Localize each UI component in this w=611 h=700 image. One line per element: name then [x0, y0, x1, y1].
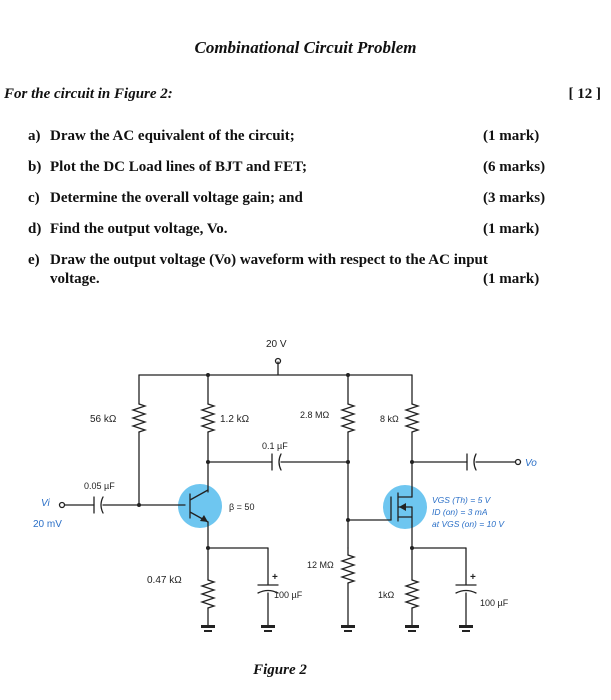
question-text: Draw the output voltage (Vo) waveform with respect to the AC input — [50, 252, 488, 268]
ground-symbol — [459, 625, 473, 628]
ground-symbol — [405, 625, 419, 628]
label-8k: 8 kΩ — [380, 414, 399, 424]
label-56k: 56 kΩ — [90, 414, 117, 425]
label-0-05uf: 0.05 µF — [84, 481, 115, 491]
junction — [346, 460, 350, 464]
wire-emitter — [208, 522, 268, 580]
resistor-0-47k — [202, 580, 214, 608]
question-a-marks: (1 mark) — [483, 128, 540, 144]
junction — [206, 546, 210, 550]
question-text: Draw the AC equivalent of the circuit; — [50, 128, 295, 144]
label-vi-value: 20 mV — [33, 519, 62, 530]
ground-symbol — [408, 630, 416, 632]
label-supply: 20 V — [266, 339, 287, 350]
question-e-continued: voltage. — [50, 271, 100, 287]
resistor-2-8m — [342, 404, 354, 432]
question-text: Plot the DC Load lines of BJT and FET; — [50, 159, 307, 175]
question-text: Find the output voltage, Vo. — [50, 221, 228, 237]
label-beta: β = 50 — [229, 502, 255, 512]
label-0-1uf: 0.1 µF — [262, 441, 288, 451]
label-plus-a: + — [272, 572, 278, 583]
question-label: b) — [28, 159, 42, 175]
problem-title: Combinational Circuit Problem — [194, 38, 417, 57]
label-12m: 12 MΩ — [307, 560, 334, 570]
junction — [346, 518, 350, 522]
junction — [137, 503, 141, 507]
label-0-47k: 0.47 kΩ — [147, 575, 182, 586]
resistor-1k — [406, 580, 418, 608]
label-100uf-a: 100 µF — [274, 590, 303, 600]
label-plus-b: + — [470, 572, 476, 583]
ground-symbol — [344, 630, 352, 632]
question-b-marks: (6 marks) — [483, 159, 546, 175]
resistor-56k — [133, 404, 145, 432]
resistor-12m — [342, 555, 354, 583]
resistor-8k — [406, 404, 418, 432]
resistor-1-2k — [202, 404, 214, 432]
question-text: Determine the overall voltage gain; and — [50, 190, 303, 206]
label-fet-line3: at VGS (on) = 10 V — [432, 519, 505, 529]
question-d-marks: (1 mark) — [483, 221, 540, 237]
junction — [346, 373, 350, 377]
junction — [410, 546, 414, 550]
supply-rail — [139, 362, 412, 375]
question-label: a) — [28, 128, 41, 144]
figure-caption: Figure 2 — [253, 662, 307, 678]
junction — [206, 373, 210, 377]
capacitor-100uf-b — [456, 548, 476, 626]
ground-symbol — [341, 625, 355, 628]
question-e-marks: (1 mark) — [483, 271, 540, 287]
label-fet-line1: VGS (Th) = 5 V — [432, 495, 491, 505]
label-1k: 1kΩ — [378, 590, 395, 600]
wire-source — [412, 548, 466, 580]
capacitor-output — [467, 454, 476, 470]
output-terminal — [516, 460, 521, 465]
ground-symbol — [261, 625, 275, 628]
junction — [410, 460, 414, 464]
label-1-2k: 1.2 kΩ — [220, 414, 250, 425]
input-terminal — [60, 503, 65, 508]
label-fet-line2: ID (on) = 3 mA — [432, 507, 488, 517]
total-marks: [ 12 ] — [568, 86, 601, 102]
capacitor-0-05uf — [94, 497, 103, 513]
question-label: d) — [28, 221, 42, 237]
label-vo: Vo — [525, 458, 537, 469]
question-label: c) — [28, 190, 40, 206]
capacitor-100uf-a — [258, 548, 278, 626]
capacitor-0-1uf — [272, 454, 281, 470]
ground-symbol — [462, 630, 470, 632]
problem-intro: For the circuit in Figure 2: — [4, 86, 173, 102]
ground-symbol — [264, 630, 272, 632]
bjt-highlight — [178, 484, 222, 528]
ground-symbol — [201, 625, 215, 628]
question-label: e) — [28, 252, 40, 268]
junction — [206, 460, 210, 464]
label-100uf-b: 100 µF — [480, 598, 509, 608]
question-c-marks: (3 marks) — [483, 190, 546, 206]
ground-symbol — [204, 630, 212, 632]
label-2-8m: 2.8 MΩ — [300, 410, 330, 420]
label-vi: Vi — [41, 498, 50, 509]
